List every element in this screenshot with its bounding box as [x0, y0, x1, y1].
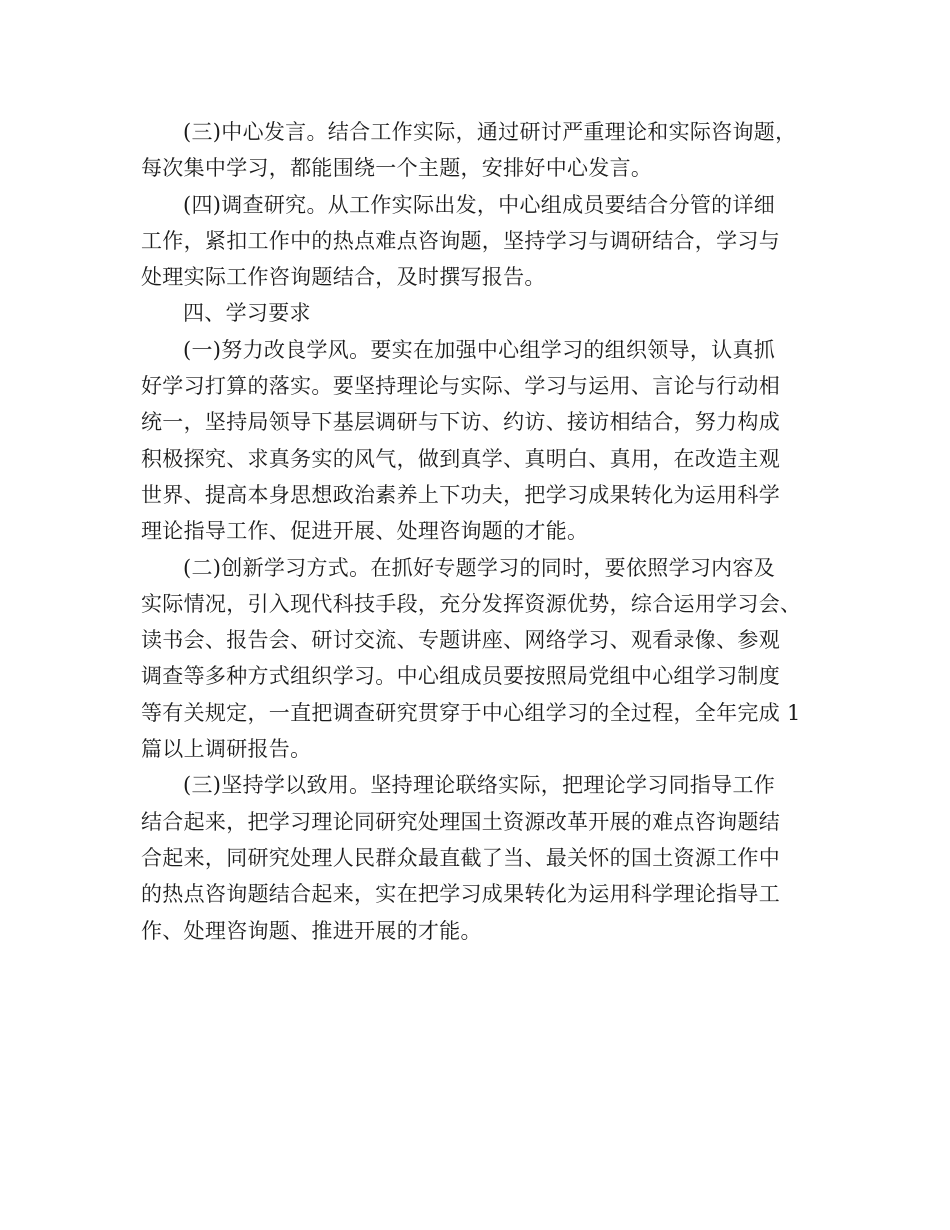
text-line: 好学习打算的落实。要坚持理论与实际、学习与运用、言论与行动相 — [141, 374, 780, 399]
text-line: 实际情况，引入现代科技手段，充分发挥资源优势，综合运用学习会、 — [141, 591, 802, 616]
text-line: (三)中心发言。结合工作实际，通过研讨严重理论和实际咨询题， — [183, 120, 797, 144]
text-line: 处理实际工作咨询题结合，及时撰写报告。 — [141, 265, 546, 290]
text-line: (二)创新学习方式。在抓好专题学习的同时，要依照学习内容及 — [183, 555, 776, 580]
text-line: 世界、提高本身思想政治素养上下功夫，把学习成果转化为运用科学 — [141, 482, 780, 507]
text-line: (三)坚持学以致用。坚持理论联络实际，把理论学习同指导工作 — [183, 773, 776, 798]
text-line: 每次集中学习，都能围绕一个主题，安排好中心发言。 — [141, 156, 653, 181]
text-line: 的热点咨询题结合起来，实在把学习成果转化为运用科学理论指导工 — [141, 882, 780, 907]
text-line: 调查等多种方式组织学习。中心组成员要按照局党组中心组学习制度 — [141, 664, 780, 689]
text-line: 读书会、报告会、研讨交流、专题讲座、网络学习、观看录像、参观 — [141, 628, 780, 653]
text-line: (四)调查研究。从工作实际出发，中心组成员要结合分管的详细 — [183, 192, 776, 217]
text-line: 统一，坚持局领导下基层调研与下访、约访、接访相结合，努力构成 — [141, 410, 780, 435]
text-line: 结合起来，把学习理论同研究处理国土资源改革开展的难点咨询题结 — [141, 809, 780, 834]
text-line: 积极探究、求真务实的风气，做到真学、真明白、真用，在改造主观 — [141, 446, 780, 471]
text-line: 四、学习要求 — [183, 301, 311, 326]
text-line: 等有关规定，一直把调查研究贯穿于中心组学习的全过程，全年完成 1 — [141, 700, 801, 725]
text-line: 合起来，同研究处理人民群众最直截了当、最关怀的国土资源工作中 — [141, 845, 780, 870]
text-line: 理论指导工作、促进开展、处理咨询题的才能。 — [141, 519, 589, 544]
text-line: 作、处理咨询题、推进开展的才能。 — [141, 918, 482, 943]
text-line: 工作，紧扣工作中的热点难点咨询题，坚持学习与调研结合，学习与 — [141, 228, 780, 253]
text-line: (一)努力改良学风。要实在加强中心组学习的组织领导，认真抓 — [183, 337, 776, 362]
document-body — [141, 114, 821, 949]
text-line: 篇以上调研报告。 — [141, 737, 312, 762]
